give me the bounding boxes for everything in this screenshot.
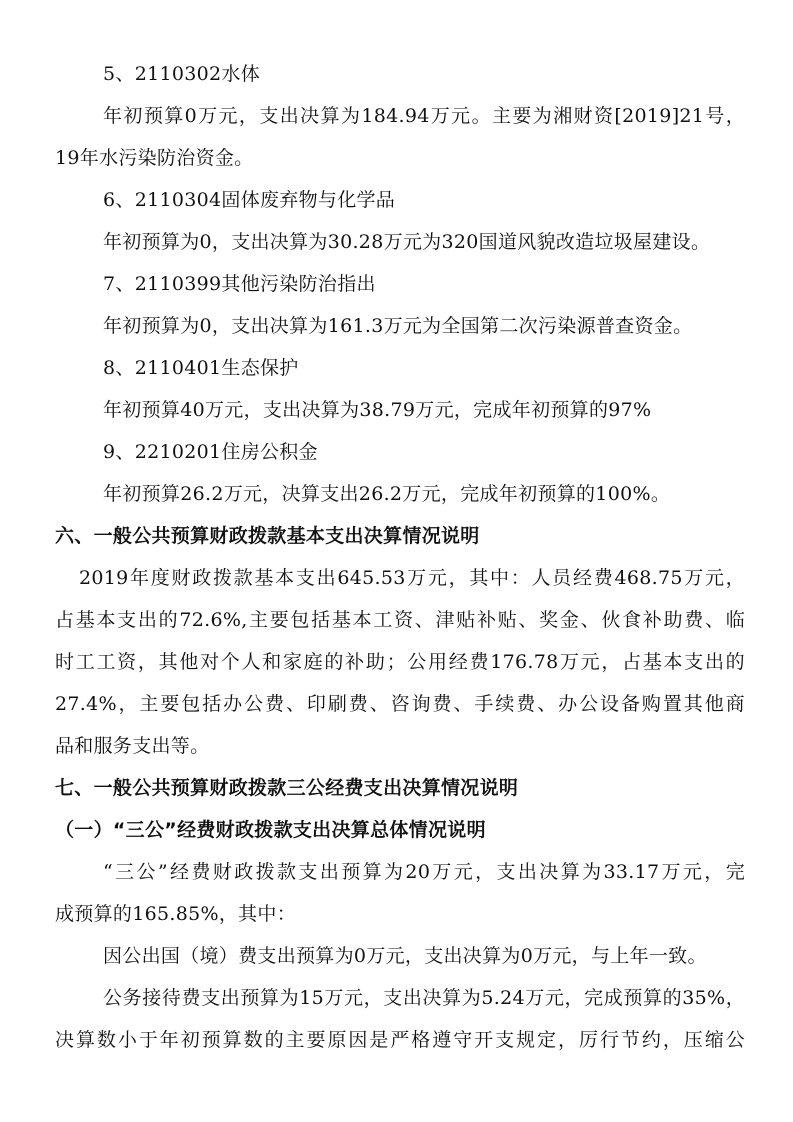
paragraph-line: 时工工资，其他对个人和家庭的补助；公用经费176.78万元，占基本支出的 [55, 651, 745, 673]
paragraph-line: 年初预算0万元，支出决算为184.94万元。主要为湘财资[2019]21号， [103, 105, 745, 127]
paragraph-line: 2019年度财政拨款基本支出645.53万元，其中：人员经费468.75万元， [79, 567, 745, 589]
subsection-heading-7-1: （一）“三公”经费财政拨款支出决算总体情况说明 [55, 819, 486, 841]
paragraph-line: 27.4%，主要包括办公费、印刷费、咨询费、手续费、办公设备购置其他商 [55, 693, 745, 715]
item-heading-2210201: 9、2210201住房公积金 [103, 441, 318, 463]
item-heading-2110399: 7、2110399其他污染防治指出 [103, 273, 376, 295]
paragraph-line: 因公出国（境）费支出预算为0万元，支出决算为0万元，与上年一致。 [103, 945, 707, 967]
item-heading-2110304: 6、2110304固体废弃物与化学品 [103, 189, 396, 211]
paragraph-line: 年初预算为0，支出决算为161.3万元为全国第二次污染源普查资金。 [103, 315, 693, 337]
paragraph-line: 品和服务支出等。 [55, 735, 210, 757]
paragraph-line: 成预算的165.85%，其中： [55, 903, 297, 925]
item-heading-2110302: 5、2110302水体 [103, 63, 261, 85]
paragraph-line: 19年水污染防治资金。 [55, 147, 254, 169]
paragraph-line: 年初预算为0，支出决算为30.28万元为320国道风貌改造垃圾屋建设。 [103, 231, 711, 253]
paragraph-line: “三公”经费财政拨款支出预算为20万元，支出决算为33.17万元，完 [103, 861, 745, 883]
paragraph-line: 年初预算26.2万元，决算支出26.2万元，完成年初预算的100%。 [103, 483, 671, 505]
paragraph-line: 年初预算40万元，支出决算为38.79万元，完成年初预算的97% [103, 399, 652, 421]
paragraph-line: 公务接待费支出预算为15万元，支出决算为5.24万元，完成预算的35%， [103, 987, 745, 1009]
section-heading-7: 七、一般公共预算财政拨款三公经费支出决算情况说明 [55, 777, 519, 799]
section-heading-6: 六、一般公共预算财政拨款基本支出决算情况说明 [55, 525, 480, 547]
item-heading-2110401: 8、2110401生态保护 [103, 357, 299, 379]
paragraph-line: 占基本支出的72.6%,主要包括基本工资、津贴补贴、奖金、伙食补助费、临 [55, 609, 745, 631]
paragraph-line: 决算数小于年初预算数的主要原因是严格遵守开支规定，厉行节约，压缩公 [55, 1029, 745, 1051]
